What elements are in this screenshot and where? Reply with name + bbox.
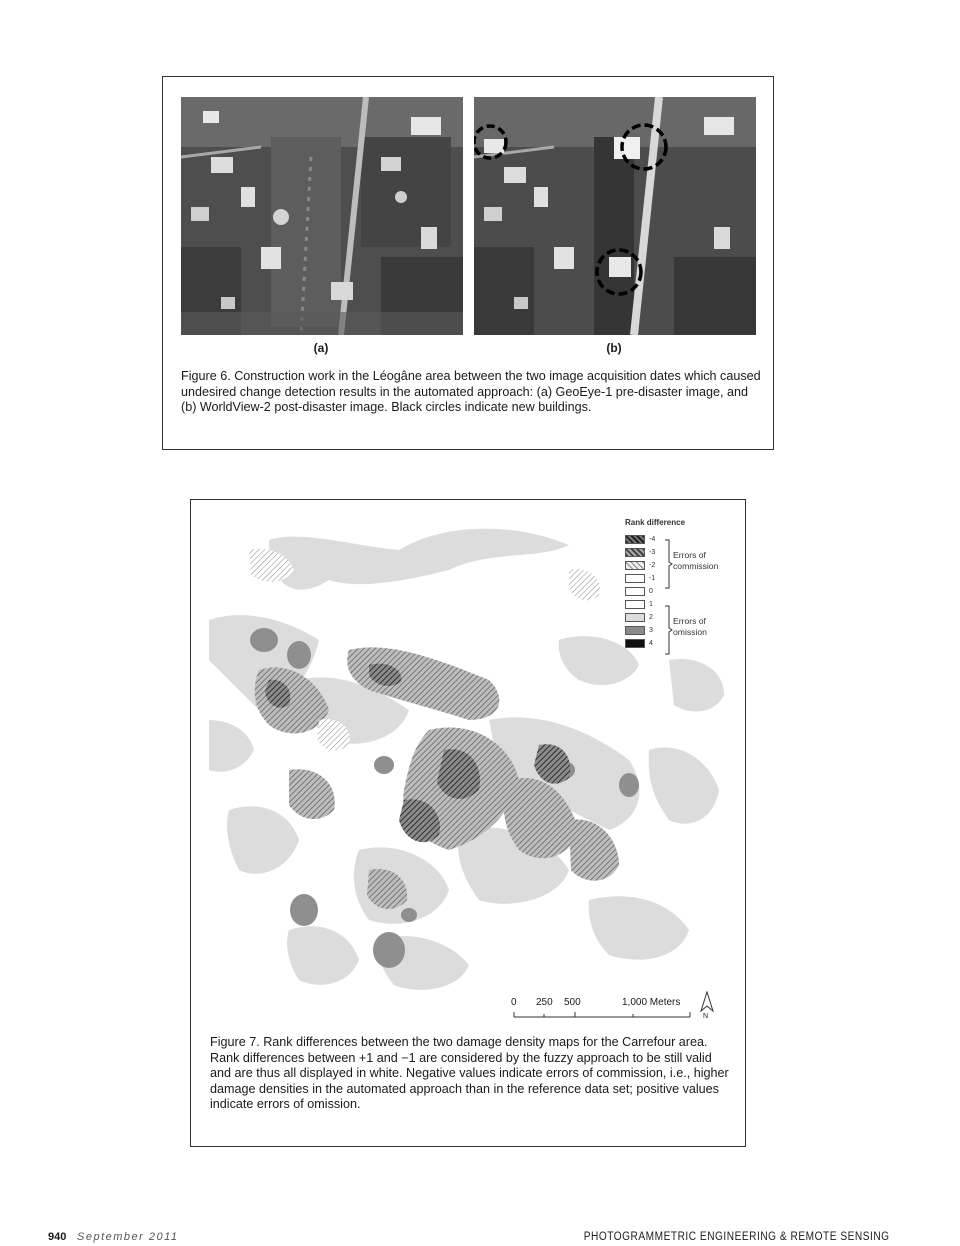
legend-item: [625, 572, 740, 585]
scale-tick-500: 500: [564, 997, 581, 1008]
legend-swatch: [625, 587, 645, 596]
north-label: N: [703, 1013, 709, 1020]
commission-label: Errors of commission: [673, 550, 719, 571]
legend-value: -4: [649, 536, 656, 543]
figure-7-caption: [210, 1035, 730, 1113]
scale-bar: [511, 997, 731, 1025]
scale-line: [513, 1009, 693, 1019]
omission-label: Errors of omission: [673, 616, 707, 637]
legend-item: [625, 598, 740, 611]
legend-value: -3: [649, 549, 656, 556]
north-arrow-icon: [699, 991, 715, 1015]
legend-swatch: [625, 626, 645, 635]
scale-tick-250: 250: [536, 997, 553, 1008]
legend-item: [625, 585, 740, 598]
legend-swatch: [625, 535, 645, 544]
scale-tick-0: 0: [511, 997, 517, 1008]
legend-value: -2: [649, 562, 656, 569]
legend-brace: [663, 538, 673, 658]
legend-value: 0: [649, 588, 653, 595]
legend-value: 3: [649, 627, 653, 634]
figure-6a-label: (a): [313, 341, 329, 355]
figure-7-caption-text: Rank differences between the two damage density maps for the Carrefour area. Rank differences between +1 and −1 are considered by the fuzzy approach to be still valid and are thus all displayed in white. Negative values indicate errors of commission, i.e., higher damage densities in the automated approach than in the reference data set; positive values indicate errors of omission.: [210, 1035, 729, 1112]
figure-6-caption-text: Construction work in the Léogâne area between the two image acquisition dates which caused undesired change detection results in the automated approach: (a) GeoEye-1 pre-disaster image, and (b) WorldView-2 post-disaster image. Black circles indicate new buildings.: [181, 369, 761, 415]
legend-swatch: [625, 561, 645, 570]
figure-6b-satellite-image: [474, 97, 756, 335]
legend-swatch: [625, 548, 645, 557]
legend-value: 4: [649, 640, 653, 647]
legend-value: -1: [649, 575, 656, 582]
journal-title: PHOTOGRAMMETRIC ENGINEERING & REMOTE SENSING: [584, 1231, 890, 1243]
figure-6a-satellite-image: [181, 97, 463, 335]
figure-6-caption: [181, 369, 761, 416]
legend-title: Rank difference: [625, 518, 686, 527]
figure-6: [162, 76, 774, 450]
map-legend: [625, 518, 740, 650]
legend-swatch: [625, 613, 645, 622]
figure-7-caption-label: Figure 7.: [210, 1035, 260, 1049]
page-number: 940: [48, 1231, 67, 1243]
scale-tick-1000: 1,000 Meters: [622, 997, 681, 1008]
figure-7: [190, 499, 746, 1147]
figure-6b-label: (b): [606, 341, 622, 355]
legend-value: 2: [649, 614, 653, 621]
legend-swatch: [625, 600, 645, 609]
legend-swatch: [625, 639, 645, 648]
legend-item: [625, 637, 740, 650]
legend-item: [625, 533, 740, 546]
legend-value: 1: [649, 601, 653, 608]
legend-swatch: [625, 574, 645, 583]
figure-6-caption-label: Figure 6.: [181, 369, 231, 383]
issue-date: September 2011: [77, 1231, 179, 1243]
